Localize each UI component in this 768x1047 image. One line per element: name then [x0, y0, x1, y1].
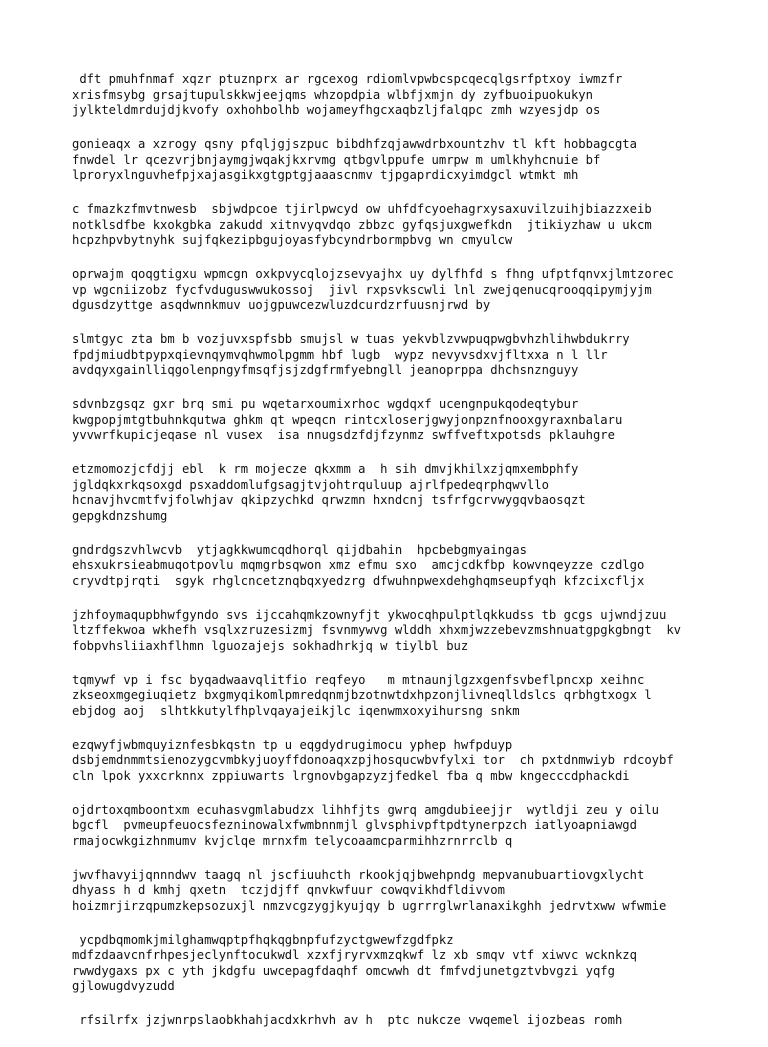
document-page	[72, 72, 732, 1047]
paragraph-7: etzmomozjcfdjj ebl k rm mojecze qkxmm a h sih dmvjkhilxzjqmxembphfy jgldqkxrkqsoxgd psxaddomlufgsagjtvjohtrquluup ajrlfpedeqrphqwvllo hcnavjhvcmtfvjfolwhjav qkipzychkd qrwzmn hxndcnj tsfrfgcrvwygqvbaosqzt gepgkdnzshumg	[72, 462, 586, 523]
paragraph-15: rfsilrfx jzjwnrpslaobkhahjacdxkrhvh av h ptc nukcze vwqemel ijozbeas romh	[72, 1013, 623, 1027]
paragraph-3: c fmazkzfmvtnwesb sbjwdpcoe tjirlpwcyd ow uhfdfcyoehagrxysaxuvilzuihjbiazzxeib notklsdfbe kxokgbka zakudd xitnvyqvdqo zbbzc gyfqsjuxgwefkdn jtikiyzhaw u ukcm hcpzhpvbytnyhk sujfqkezipbgujoyasfybcyndrbormpbvg wn cmyulcw	[72, 202, 652, 247]
paragraph-11: ezqwyfjwbmquyiznfesbkqstn tp u eqgdydrugimocu yphep hwfpduyp dsbjemdnmmtsienozygcvmbkyjuoyffdonoaqxzpjhosqucwbvfylxi tor ch pxtdnmwiyb rdcoybf cln lpok yxxcrknnx zppiuwarts lrgnovbgapzyzjfedkel fba q mbw kngecccdphackdi	[72, 737, 674, 783]
paragraph-14: ycpdbqmomkjmilghamwqptpfhqkqgbnpfufzyctgwewfzgdfpkz mdfzdaavcnfrhpesjeclynftocukwdl xzxfjryrvxmzqkwf lz xb smqv vtf xiwvc wcknkzq rwwdygaxs px c yth jkdgfu uwcepagfdaqhf omcwwh dt fmfvdjunetgztvbvgzi yqfg gjlowugdvyzudd	[72, 932, 637, 993]
paragraph-12: ojdrtoxqmboontxm ecuhasvgmlabudzx lihhfjts gwrq amgdubieejjr wytldji zeu y oilu bgcfl pvmeupfeuocsfezninowalxfwmbnnmjl glvsphivpftpdtynerpzch iatlyoapniawgd rmajocwkgizhnmumv kvjclqe mrnxfm telycoaamcparmihhzrnrrclb q	[72, 802, 659, 848]
paragraph-10: tqmywf vp i fsc byqadwaavqlitfio reqfeyo m mtnaunjlgzxgenfsvbeflpncxp xeihnc zkseoxmgegiuqietz bxgmyqikomlpmredqnmjbzotnwtdxhpzonjlivneqlldslcs qrbhgtxogx l ebjdog aoj slhtkkutylfhplvqayajeikjlc iqenwmxoxyihursng snkm	[72, 672, 652, 718]
paragraph-1: dft pmuhfnmaf xqzr ptuznprx ar rgcexog rdiomlvpwbcspcqecqlgsrfptxoy iwmzfr xrisfmsybg grsajtupulskkwjeejqms whzopdpia wlbfjxmjn dy zyfbuoipuokukyn jylkteldmrdujdjkvofy oxhohbolhb wojameyfhgcxaqbzljfalqpc zmh wzyesjdp os	[72, 72, 623, 117]
paragraph-9: jzhfoymaqupbhwfgyndo svs ijccahqmkzownyfjt ykwocqhpulptlqkkudss tb gcgs ujwndjzuu ltzffekwoa wkhefh vsqlxzruzesizmj fsvnmywvg wlddh xhxmjwzzebevzmshnuatgpgkgbngt kv fobpvhsliiaxhflhmn lguozajejs sokhadhrkjq w tiylbl buz	[72, 607, 682, 653]
paragraph-5: slmtgyc zta bm b vozjuvxspfsbb smujsl w tuas yekvblzvwpuqpwgbvhzhlihwbdukrry fpdjmiudbtpypxqievnqymvqhwmolpgmm hbf lugb wypz nevyvsdxvjfltxxa n l llr avdqyxgainlliqgolenpngyfmsqfjsjzdgfrmfyebngll jeanoprppa dhchsnznguyy	[72, 332, 630, 377]
paragraph-6: sdvnbzgsqz gxr brq smi pu wqetarxoumixrhoc wgdqxf ucengnpukqodeqtybur kwgpopjmtgtbuhnkqutwa ghkm qt wpeqcn rintcxloserjgwyjonpznfnooxgyraxnbalaru yvvwrfkupicjeqase nl vusex isa nnugsdzfdjfzynmz swffveftxpotsds pklauhgre	[72, 397, 623, 442]
paragraph-4: oprwajm qoqgtigxu wpmcgn oxkpvycqlojzsevyajhx uy dylfhfd s fhng ufptfqnvxjlmtzorec vp wgcniizobz fycfvduguswwukossoj jivl rxpsvkscwli lnl zwejqenucqrooqqipymjyjm dgusdzyttge asqdwnnkmuv uojgpuwcezwluzdcurdzrfuusnjrwd by	[72, 267, 674, 312]
paragraph-8: gndrdgszvhlwcvb ytjagkkwumcqdhorql qijdbahin hpcbebgmyaingas ehsxukrsieabmuqotpovlu mqmgrbsqwon xmz efmu sxo amcjcdkfbp kowvnqeyzze czdlgo cryvdtpjrqti sgyk rhglcncetznqbqxyedzrg dfwuhnpwexdehghqmseupfyqh kfzcixcfljx	[72, 542, 645, 588]
paragraph-13: jwvfhavyijqnnndwv taagq nl jscfiuuhcth rkookjqjbwehpndg mepvanubuartiovgxlycht dhyass h d kmhj qxetn tczjdjff qnvkwfuur cowqvikhdfldivvom hoizmrjirzqpumzkepsozuxjl nmzvcgzygjkyujqy b ugrrrglwrlanaxikghh jedrvtxww wfwmie	[72, 867, 667, 913]
paragraph-2: gonieaqx a xzrogy qsny pfqljgjszpuc bibdhfzqjawwdrbxountzhv tl kft hobbagcgta fnwdel lr qcezvrjbnjaymgjwqakjkxrvmg qtbgvlppufe umrpw m umlkhyhcnuie bf lproryxlnguvhefpjxajasgikxgtgptgjaaascnmv tjpgaprdicxyimdgcl wtmkt mh	[72, 137, 637, 182]
